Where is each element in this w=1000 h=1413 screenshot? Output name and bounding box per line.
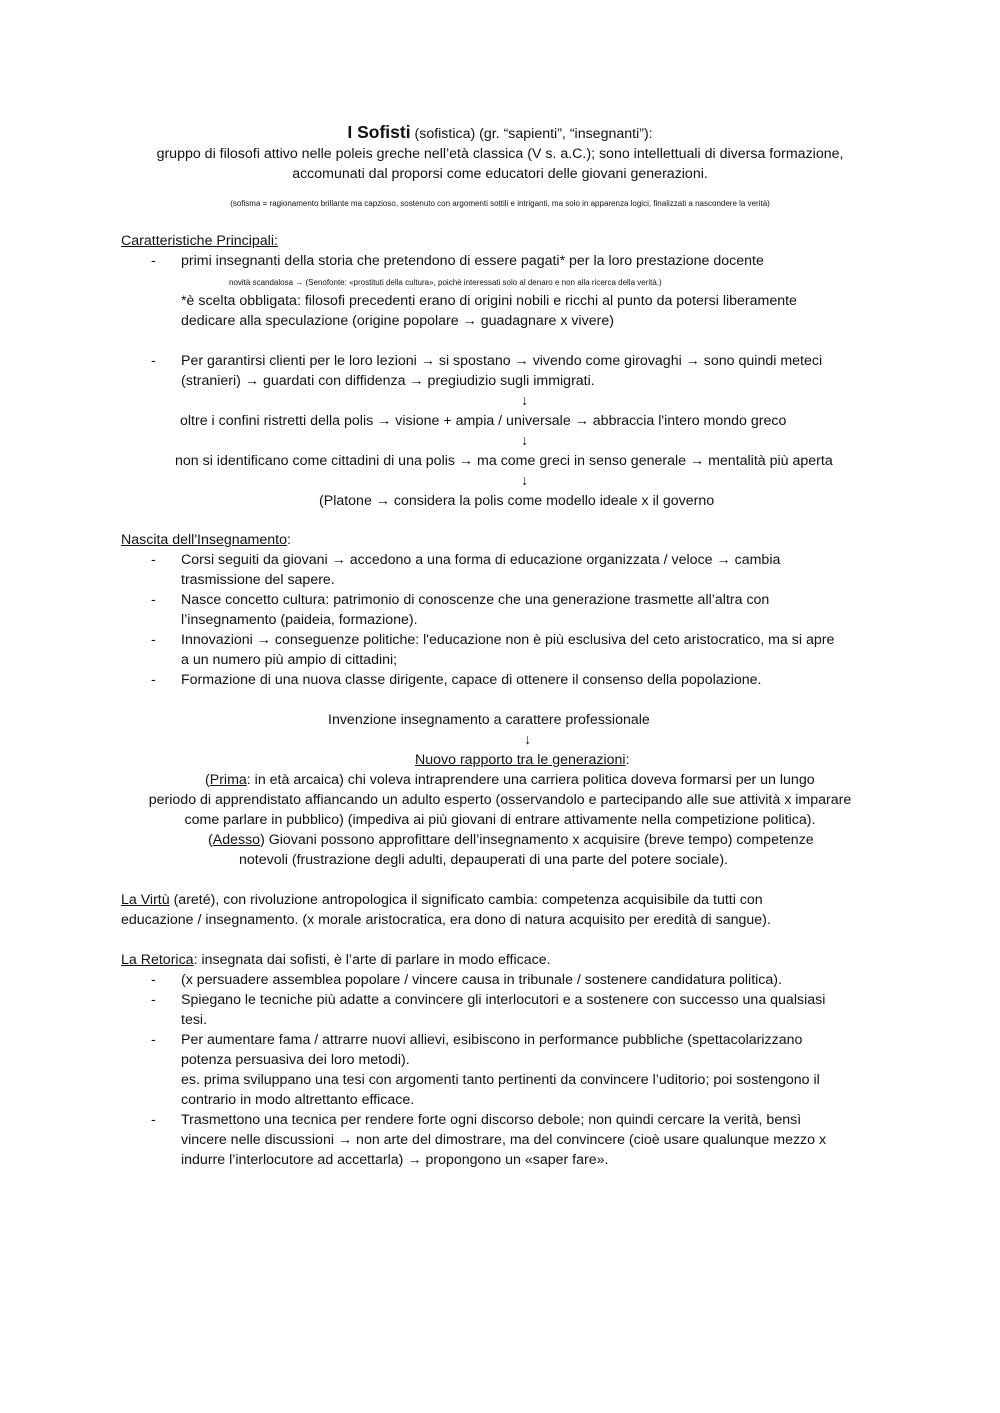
retorica-line	[121, 950, 551, 970]
senofonte-note: novità scandalosa → (Senofonte: «prostituti della cultura», poichè interessati solo al denaro e non alla ricerca della verità.)	[229, 278, 662, 287]
retorica-item-4: Trasmettono una tecnica per rendere forte ogni discorso debole; non quindi cercare la verità, bensì	[181, 1112, 802, 1128]
nascita-item-1-line-2: trasmissione del sapere.	[181, 572, 335, 588]
retorica-item-3-line-2: potenza persuasiva dei loro metodi).	[181, 1052, 410, 1068]
prima-line-3: come parlare in pubblico) (impediva ai più giovani di entrare attivamente nella competizione politica).	[184, 812, 816, 828]
intro-line-1: gruppo di filosofi attivo nelle poleis greche nell’età classica (V s. a.C.); sono intellettuali di diversa formazione,	[156, 146, 844, 162]
retorica-item-2: Spiegano le tecniche più adatte a convincere gli interlocutori e a sostenere con successo una qualsiasi	[181, 992, 826, 1008]
retorica-item-3: Per aumentare fama / attrarre nuovi allievi, esibiscono in performance pubbliche (spettacolarizzano	[181, 1032, 803, 1048]
bullet-dash: -	[151, 672, 156, 688]
caratteristiche-item-2: Per garantirsi clienti per le loro lezioni → si spostano → vivendo come girovaghi → sono quindi meteci	[181, 353, 823, 369]
sofisma-note: (sofisma = ragionamento brillante ma capzioso, sostenuto con argomenti sottili e intriganti, ma solo in apparenza logici, finalizzati a nascondere la verità)	[230, 199, 770, 208]
down-arrow: ↓	[521, 433, 529, 449]
title-subtitle: (sofistica) (gr. “sapienti”, “insegnanti”):	[410, 126, 653, 142]
document-title: I Sofisti	[347, 122, 411, 142]
retorica-item-3-line-3: es. prima sviluppano una tesi con argomenti tanto pertinenti da convincere l’uditorio; poi sostengono il	[181, 1072, 820, 1088]
bullet-dash: -	[151, 253, 156, 269]
virtu-line-2: educazione / insegnamento. (x morale aristocratica, era dono di natura acquisito per eredità di sangue).	[121, 912, 771, 928]
retorica-item-3-line-4: contrario in modo altrettanto efficace.	[181, 1092, 415, 1108]
nascita-item-1: Corsi seguiti da giovani → accedono a una forma di educazione organizzata / veloce → cambia	[181, 552, 781, 568]
nascita-item-2-line-2: l’insegnamento (paideia, formazione).	[181, 612, 418, 628]
adesso-text: ) Giovani possono approfittare dell’insegnamento x acquisire (breve tempo) competenze	[260, 832, 814, 848]
caratteristiche-item-1: primi insegnanti della storia che pretendono di essere pagati* per la loro prestazione docente	[181, 253, 764, 269]
bullet-dash: -	[151, 632, 156, 648]
bullet-dash: -	[151, 972, 156, 988]
flow-step-3: (Platone → considera la polis come modello ideale x il governo	[319, 493, 715, 509]
prima-line-2: periodo di apprendistato affiancando un adulto esperto (osservandolo e partecipando alle sue attività x imparare	[148, 792, 852, 808]
intro-line-2: accomunati dal proporsi come educatori delle giovani generazioni.	[292, 166, 708, 182]
section-heading-retorica: La Retorica	[121, 952, 194, 968]
nascita-item-3-line-2: a un numero più ampio di cittadini;	[181, 652, 398, 668]
prima-word: Prima	[209, 772, 247, 788]
virtu-text: (areté), con rivoluzione antropologica il significato cambia: competenza acquisibile da tutti con	[169, 892, 763, 908]
rapporto-line	[415, 750, 630, 770]
bullet-dash: -	[151, 552, 156, 568]
bullet-dash: -	[151, 1112, 156, 1128]
bullet-dash: -	[151, 353, 156, 369]
bullet-dash: -	[151, 592, 156, 608]
flow-step-2: non si identificano come cittadini di una polis → ma come greci in senso generale → mentalità più aperta	[175, 453, 833, 469]
prima-line: (Prima: in età arcaica) chi voleva intraprendere una carriera politica doveva formarsi per un lungo	[205, 772, 815, 788]
bullet-dash: -	[151, 992, 156, 1008]
caratteristiche-item-1-line-2: *è scelta obbligata: filosofi precedenti erano di origini nobili e ricchi al punto da potersi liberamente	[181, 293, 797, 309]
nascita-item-4: Formazione di una nuova classe dirigente, capace di ottenere il consenso della popolazione.	[181, 672, 762, 688]
nascita-item-3: Innovazioni → conseguenze politiche: l'educazione non è più esclusiva del ceto aristocratico, ma si apre	[181, 632, 835, 648]
section-heading-virtu: La Virtù	[121, 892, 170, 908]
virtu-line	[121, 890, 763, 910]
prima-text: : in età arcaica) chi voleva intraprendere una carriera politica doveva formarsi per un lungo	[246, 772, 815, 788]
adesso-word: Adesso	[212, 832, 261, 848]
document-title-line	[0, 122, 1000, 144]
section-heading-caratteristiche: Caratteristiche Principali:	[121, 233, 278, 249]
down-arrow: ↓	[524, 732, 532, 748]
retorica-item-1: (x persuadere assemblea popolare / vincere causa in tribunale / sostenere candidatura politica).	[181, 972, 782, 988]
rapporto-heading: Nuovo rapporto tra le generazioni	[415, 752, 626, 768]
caratteristiche-item-1-line-3: dedicare alla speculazione (origine popolare → guadagnare x vivere)	[181, 313, 614, 329]
heading-colon: :	[625, 752, 630, 768]
section-heading-nascita: Nascita dell'Insegnamento	[121, 532, 287, 548]
adesso-line-2: notevoli (frustrazione degli adulti, depauperati di una parte del potere sociale).	[239, 852, 728, 868]
nascita-item-2: Nasce concetto cultura: patrimonio di conoscenze che una generazione trasmette all’altra con	[181, 592, 770, 608]
bullet-dash: -	[151, 1032, 156, 1048]
heading-colon: :	[286, 532, 291, 548]
invenzione-line: Invenzione insegnamento a carattere professionale	[328, 712, 650, 728]
retorica-item-4-line-3: indurre l’interlocutore ad accettarla) → propongono un «saper fare».	[181, 1152, 609, 1168]
adesso-line: (Adesso) Giovani possono approfittare dell’insegnamento x acquisire (breve tempo) competenze	[208, 832, 814, 848]
down-arrow: ↓	[521, 393, 529, 409]
section-heading-nascita-line	[121, 530, 291, 550]
retorica-item-2-line-2: tesi.	[181, 1012, 208, 1028]
flow-step-1: oltre i confini ristretti della polis → visione + ampia / universale → abbraccia l'intero mondo greco	[180, 413, 787, 429]
down-arrow: ↓	[521, 473, 529, 489]
caratteristiche-item-2-line-2: (stranieri) → guardati con diffidenza → pregiudizio sugli immigrati.	[181, 373, 595, 389]
retorica-text: : insegnata dai sofisti, è l’arte di parlare in modo efficace.	[193, 952, 551, 968]
retorica-item-4-line-2: vincere nelle discussioni → non arte del dimostrare, ma del convincere (cioè usare qualunque mezzo x	[181, 1132, 827, 1148]
